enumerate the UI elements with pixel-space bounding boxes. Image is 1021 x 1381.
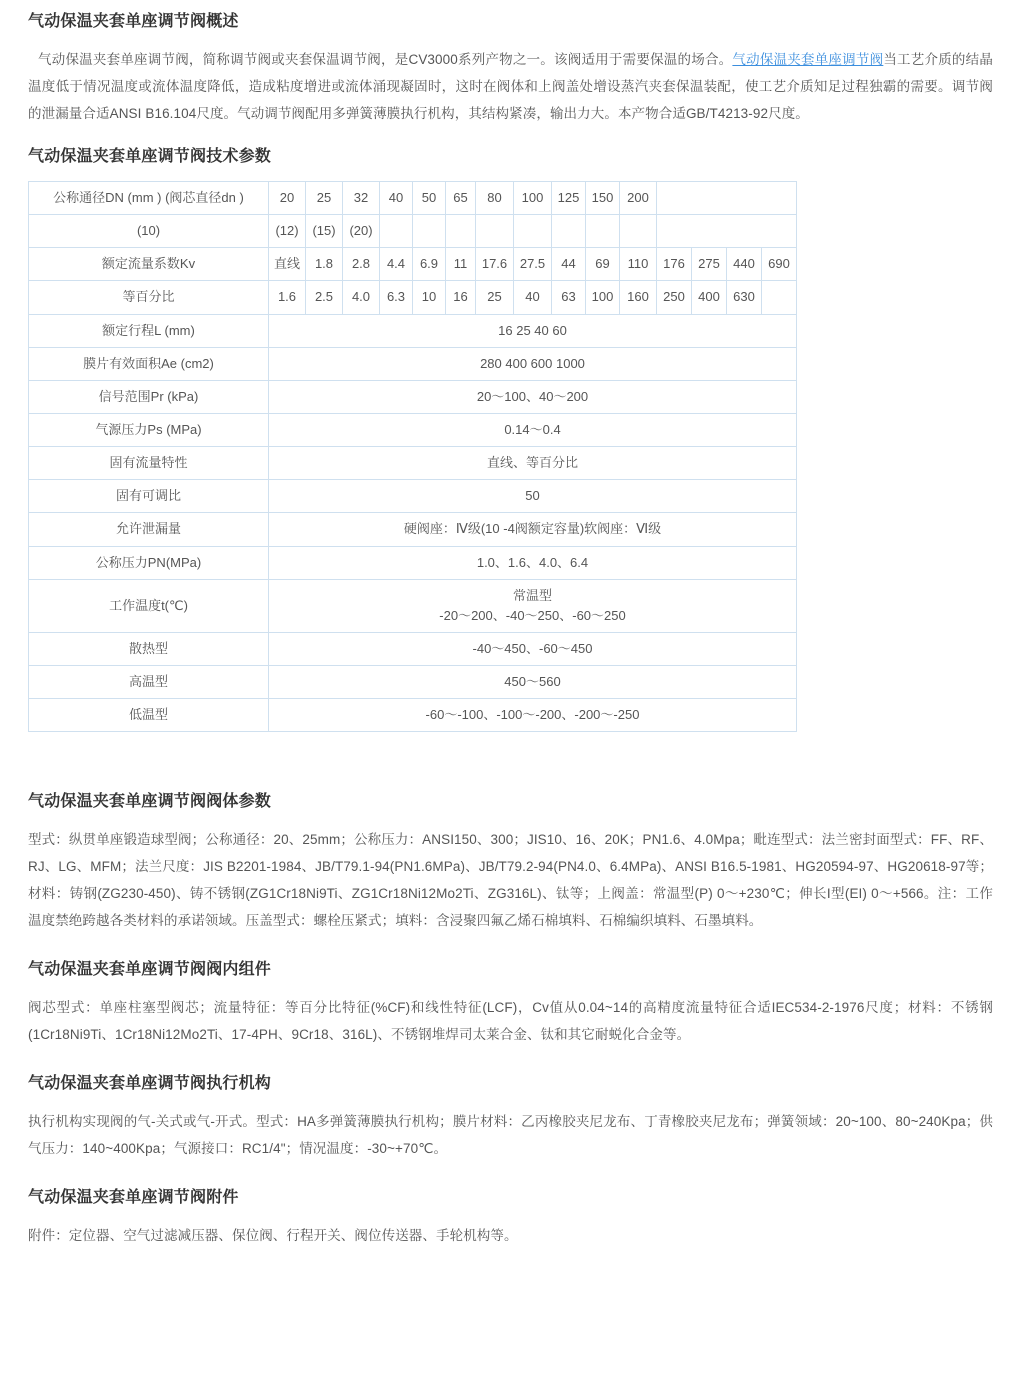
cell-empty	[762, 281, 797, 314]
row-value: 直线、等百分比	[269, 447, 797, 480]
row-label: 散热型	[29, 632, 269, 665]
row-value: 450～560	[269, 666, 797, 699]
cell-empty	[657, 182, 797, 215]
row-value: 硬阀座：Ⅳ级(10 -4阀额定容量)软阀座：Ⅵ级	[269, 513, 797, 546]
row-label: 高温型	[29, 666, 269, 699]
table-row	[29, 380, 797, 413]
table-row	[29, 248, 797, 281]
cell: 275	[692, 248, 727, 281]
cell: 63	[552, 281, 586, 314]
table-row	[29, 281, 797, 314]
cell: 2.5	[306, 281, 343, 314]
row-label: 公称通径DN (mm ) (阀芯直径dn )	[29, 182, 269, 215]
cell	[476, 215, 514, 248]
cell: 16	[446, 281, 476, 314]
row-value-line1: 常温型	[512, 587, 552, 603]
row-value: -40～450、-60～450	[269, 632, 797, 665]
cell: 40	[514, 281, 552, 314]
row-label: (10)	[29, 215, 269, 248]
tech-params-title: 气动保温夹套单座调节阀技术参数	[28, 148, 272, 165]
cell: 50	[413, 182, 446, 215]
cell-empty	[657, 215, 797, 248]
overview-paragraph	[28, 46, 993, 127]
cell	[620, 215, 657, 248]
body-params-title: 气动保温夹套单座调节阀阀体参数	[28, 793, 272, 811]
section-spacer	[28, 756, 993, 790]
tech-params-section	[28, 145, 993, 732]
row-label: 允许泄漏量	[29, 513, 269, 546]
cell	[413, 215, 446, 248]
accessories-section	[28, 1186, 993, 1249]
cell	[380, 215, 413, 248]
table-row	[29, 314, 797, 347]
row-label: 额定行程L (mm)	[29, 314, 269, 347]
cell: 32	[343, 182, 380, 215]
cell: 110	[620, 248, 657, 281]
row-value: -60～-100、-100～-200、-200～-250	[269, 699, 797, 732]
row-label: 公称压力PN(MPa)	[29, 546, 269, 579]
row-label: 额定流量系数Kv	[29, 248, 269, 281]
overview-title: 气动保温夹套单座调节阀概述	[28, 13, 239, 30]
table-row	[29, 632, 797, 665]
table-row	[29, 480, 797, 513]
actuator-text: 执行机构实现阀的气-关式或气-开式。型式：HA多弹簧薄膜执行机构；膜片材料：乙丙橡胶夹尼龙布、丁青橡胶夹尼龙布；弹簧领域：20~100、80~240Kpa；供气压力：140~400Kpa；气源接口：RC1/4"；情况温度：-30~+70℃。	[28, 1114, 993, 1157]
cell: 160	[620, 281, 657, 314]
row-label: 等百分比	[29, 281, 269, 314]
body-params-section	[28, 790, 993, 934]
cell: (20)	[343, 215, 380, 248]
row-value: 20～100、40～200	[269, 380, 797, 413]
table-row	[29, 699, 797, 732]
inner-parts-section	[28, 958, 993, 1048]
product-inline-link[interactable]: 气动保温夹套单座调节阀	[732, 52, 884, 67]
cell: 直线	[269, 248, 306, 281]
cell: 80	[476, 182, 514, 215]
cell: 1.8	[306, 248, 343, 281]
row-value-line2: -20～200、-40～250、-60～250	[439, 607, 626, 623]
table-row	[29, 513, 797, 546]
table-row	[29, 347, 797, 380]
row-label: 低温型	[29, 699, 269, 732]
table-row	[29, 447, 797, 480]
cell: 20	[269, 182, 306, 215]
cell: 25	[476, 281, 514, 314]
cell: 250	[657, 281, 692, 314]
row-value: 1.0、1.6、4.0、6.4	[269, 546, 797, 579]
inner-parts-text: 阀芯型式：单座柱塞型阀芯；流量特征：等百分比特征(%CF)和线性特征(LCF)，Cv值从0.04~14的高精度流量特征合适IEC534-2-1976尺度；材料：不锈钢(1Cr18Ni9Ti、1Cr18Ni12Mo2Ti、17-4PH、9Cr18、316L)、不锈钢堆焊司太莱合金、钛和其它耐蜕化合金等。	[28, 1000, 993, 1043]
cell: 4.0	[343, 281, 380, 314]
cell: 44	[552, 248, 586, 281]
cell: 630	[727, 281, 762, 314]
cell: (15)	[306, 215, 343, 248]
row-value: 50	[269, 480, 797, 513]
actuator-title: 气动保温夹套单座调节阀执行机构	[28, 1075, 272, 1093]
cell: 200	[620, 182, 657, 215]
body-params-text: 型式：纵贯单座锻造球型阀；公称通径：20、25mm；公称压力：ANSI150、300；JIS10、16、20K；PN1.6、4.0Mpa；毗连型式：法兰密封面型式：FF、RF、RJ、LG、MFM；法兰尺度：JIS B2201-1984、JB/T79.1-94(PN1.6MPa)、JB/T79.2-94(PN4.0、6.4MPa)、ANSI B16.5-1981、HG20594-97、HG20618-97等；材料：铸钢(ZG230-450)、铸不锈钢(ZG1Cr18Ni9Ti、ZG1Cr18Ni12Mo2Ti、ZG316L)、钛等；上阀盖：常温型(P) 0～+230℃；伸长I型(EI) 0～+566。注：工作温度禁绝跨越各类材料的承诺领域。压盖型式：螺栓压紧式；填料：含浸聚四氟乙烯石棉填料、石棉编织填料、石墨填料。	[28, 832, 993, 929]
cell: 69	[586, 248, 620, 281]
cell	[446, 215, 476, 248]
cell: 125	[552, 182, 586, 215]
cell: 40	[380, 182, 413, 215]
row-label: 信号范围Pr (kPa)	[29, 380, 269, 413]
row-value: 0.14～0.4	[269, 413, 797, 446]
cell: 17.6	[476, 248, 514, 281]
cell	[552, 215, 586, 248]
cell	[586, 215, 620, 248]
table-row	[29, 546, 797, 579]
cell: 176	[657, 248, 692, 281]
cell: 150	[586, 182, 620, 215]
overview-text-part2: 当工艺介质的结晶温度低于情况温度或流体温度降低，造成粘度增进或流体涌现凝固时，这时在阀体和上阀盖处增设蒸汽夹套保温装配，使工艺介质知足过程独霸的需要。调节阀的泄漏量合适ANSI B16.104尺度。气动调节阀配用多弹簧薄膜执行机构，其结构紧凑，输出力大。本产物合适GB/T4213-92尺度。	[28, 52, 993, 121]
cell: 440	[727, 248, 762, 281]
row-label: 膜片有效面积Ae (cm2)	[29, 347, 269, 380]
inner-parts-title: 气动保温夹套单座调节阀阀内组件	[28, 961, 272, 979]
cell: 6.9	[413, 248, 446, 281]
cell: (12)	[269, 215, 306, 248]
cell: 100	[514, 182, 552, 215]
row-value: 16 25 40 60	[269, 314, 797, 347]
row-label: 工作温度t(℃)	[29, 579, 269, 632]
row-value	[269, 579, 797, 632]
accessories-title: 气动保温夹套单座调节阀附件	[28, 1189, 239, 1207]
cell: 1.6	[269, 281, 306, 314]
table-row	[29, 413, 797, 446]
tech-params-table	[28, 181, 797, 732]
cell: 6.3	[380, 281, 413, 314]
cell: 400	[692, 281, 727, 314]
cell: 11	[446, 248, 476, 281]
table-row	[29, 579, 797, 632]
row-label: 固有可调比	[29, 480, 269, 513]
cell: 2.8	[343, 248, 380, 281]
table-row	[29, 182, 797, 215]
row-label: 固有流量特性	[29, 447, 269, 480]
table-row	[29, 215, 797, 248]
cell: 100	[586, 281, 620, 314]
table-row	[29, 666, 797, 699]
cell: 690	[762, 248, 797, 281]
cell: 27.5	[514, 248, 552, 281]
accessories-text: 附件：定位器、空气过滤减压器、保位阀、行程开关、阀位传送器、手轮机构等。	[28, 1228, 518, 1244]
row-label: 气源压力Ps (MPa)	[29, 413, 269, 446]
cell: 10	[413, 281, 446, 314]
overview-section	[28, 10, 993, 127]
actuator-section	[28, 1072, 993, 1162]
overview-text-part1: 气动保温夹套单座调节阀，简称调节阀或夹套保温调节阀，是CV3000系列产物之一。该阀适用于需要保温的场合。	[38, 52, 733, 67]
cell: 65	[446, 182, 476, 215]
cell	[514, 215, 552, 248]
cell: 4.4	[380, 248, 413, 281]
cell: 25	[306, 182, 343, 215]
row-value: 280 400 600 1000	[269, 347, 797, 380]
